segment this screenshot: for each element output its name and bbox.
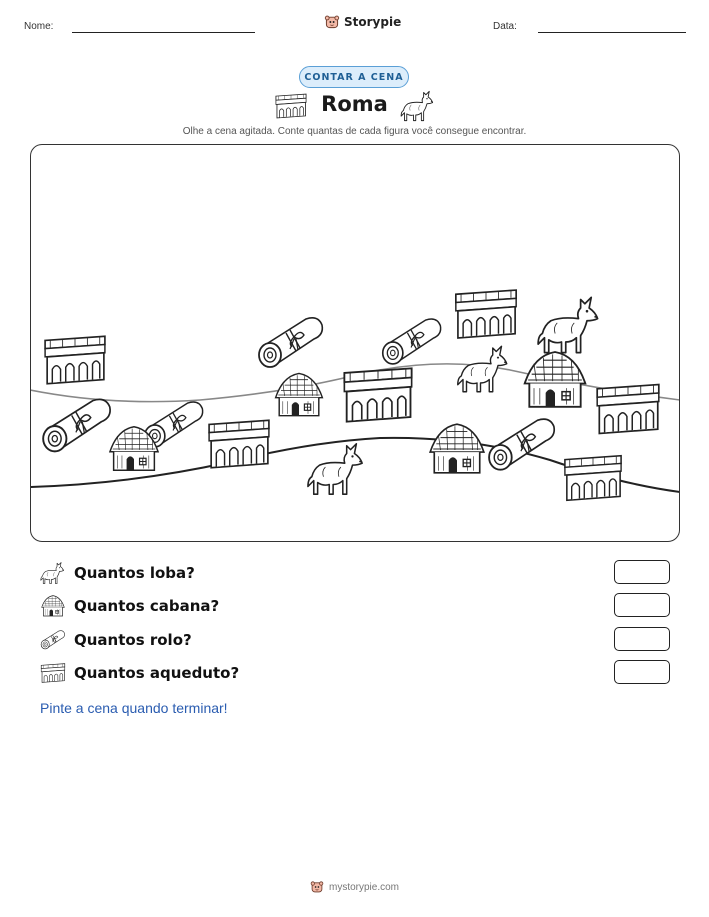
hut-figure [524, 352, 585, 407]
question-row [40, 625, 670, 655]
aqueduct-figure [597, 384, 659, 433]
name-label: Nome: [24, 21, 54, 32]
wolf-figure [538, 297, 598, 352]
answer-box[interactable] [614, 627, 670, 651]
question-row [40, 658, 670, 688]
wolf-figure [457, 346, 506, 392]
scroll-figure [259, 317, 322, 366]
aqueduct-figure [209, 420, 269, 467]
brand-name: Storypie [344, 15, 402, 29]
counting-scene [30, 144, 680, 542]
question-label: Quantos loba? [74, 564, 195, 582]
question-row [40, 558, 670, 588]
date-label: Data: [493, 21, 517, 32]
wolf-icon [40, 561, 66, 585]
answer-box[interactable] [614, 560, 670, 584]
aqueduct-icon [40, 661, 66, 685]
page-title: Roma [321, 92, 388, 116]
scroll-figure [43, 399, 110, 451]
scroll-icon [40, 628, 66, 652]
instructions: Olhe a cena agitada. Conte quantas de cada figura você consegue encontrar. [182, 126, 527, 137]
aqueduct-figure [564, 455, 620, 500]
brand-logo [324, 14, 401, 30]
storypie-mascot-icon [324, 14, 340, 30]
aqueduct-figure [344, 368, 411, 421]
question-label: Quantos aqueduto? [74, 664, 240, 682]
hut-figure [275, 373, 322, 415]
answer-box[interactable] [614, 593, 670, 617]
aqueduct-figure [45, 336, 105, 383]
question-row [40, 591, 670, 621]
storypie-mascot-icon [310, 880, 324, 894]
footer [0, 880, 709, 894]
coloring-note: Pinte a cena quando terminar! [40, 700, 228, 716]
answer-box[interactable] [614, 660, 670, 684]
hut-icon [40, 594, 66, 618]
scene-illustration [30, 144, 680, 542]
hut-figure [430, 424, 484, 473]
aqueduct-figure [455, 290, 515, 338]
name-field[interactable] [72, 32, 255, 33]
scroll-figure [382, 319, 440, 364]
scroll-figure [489, 419, 554, 470]
wolf-icon [400, 90, 436, 122]
date-field[interactable] [538, 32, 686, 33]
question-label: Quantos rolo? [74, 631, 192, 649]
wolf-figure [307, 443, 361, 493]
question-label: Quantos cabana? [74, 597, 220, 615]
activity-badge: CONTAR A CENA [299, 66, 409, 88]
footer-url[interactable]: mystorypie.com [328, 881, 399, 893]
